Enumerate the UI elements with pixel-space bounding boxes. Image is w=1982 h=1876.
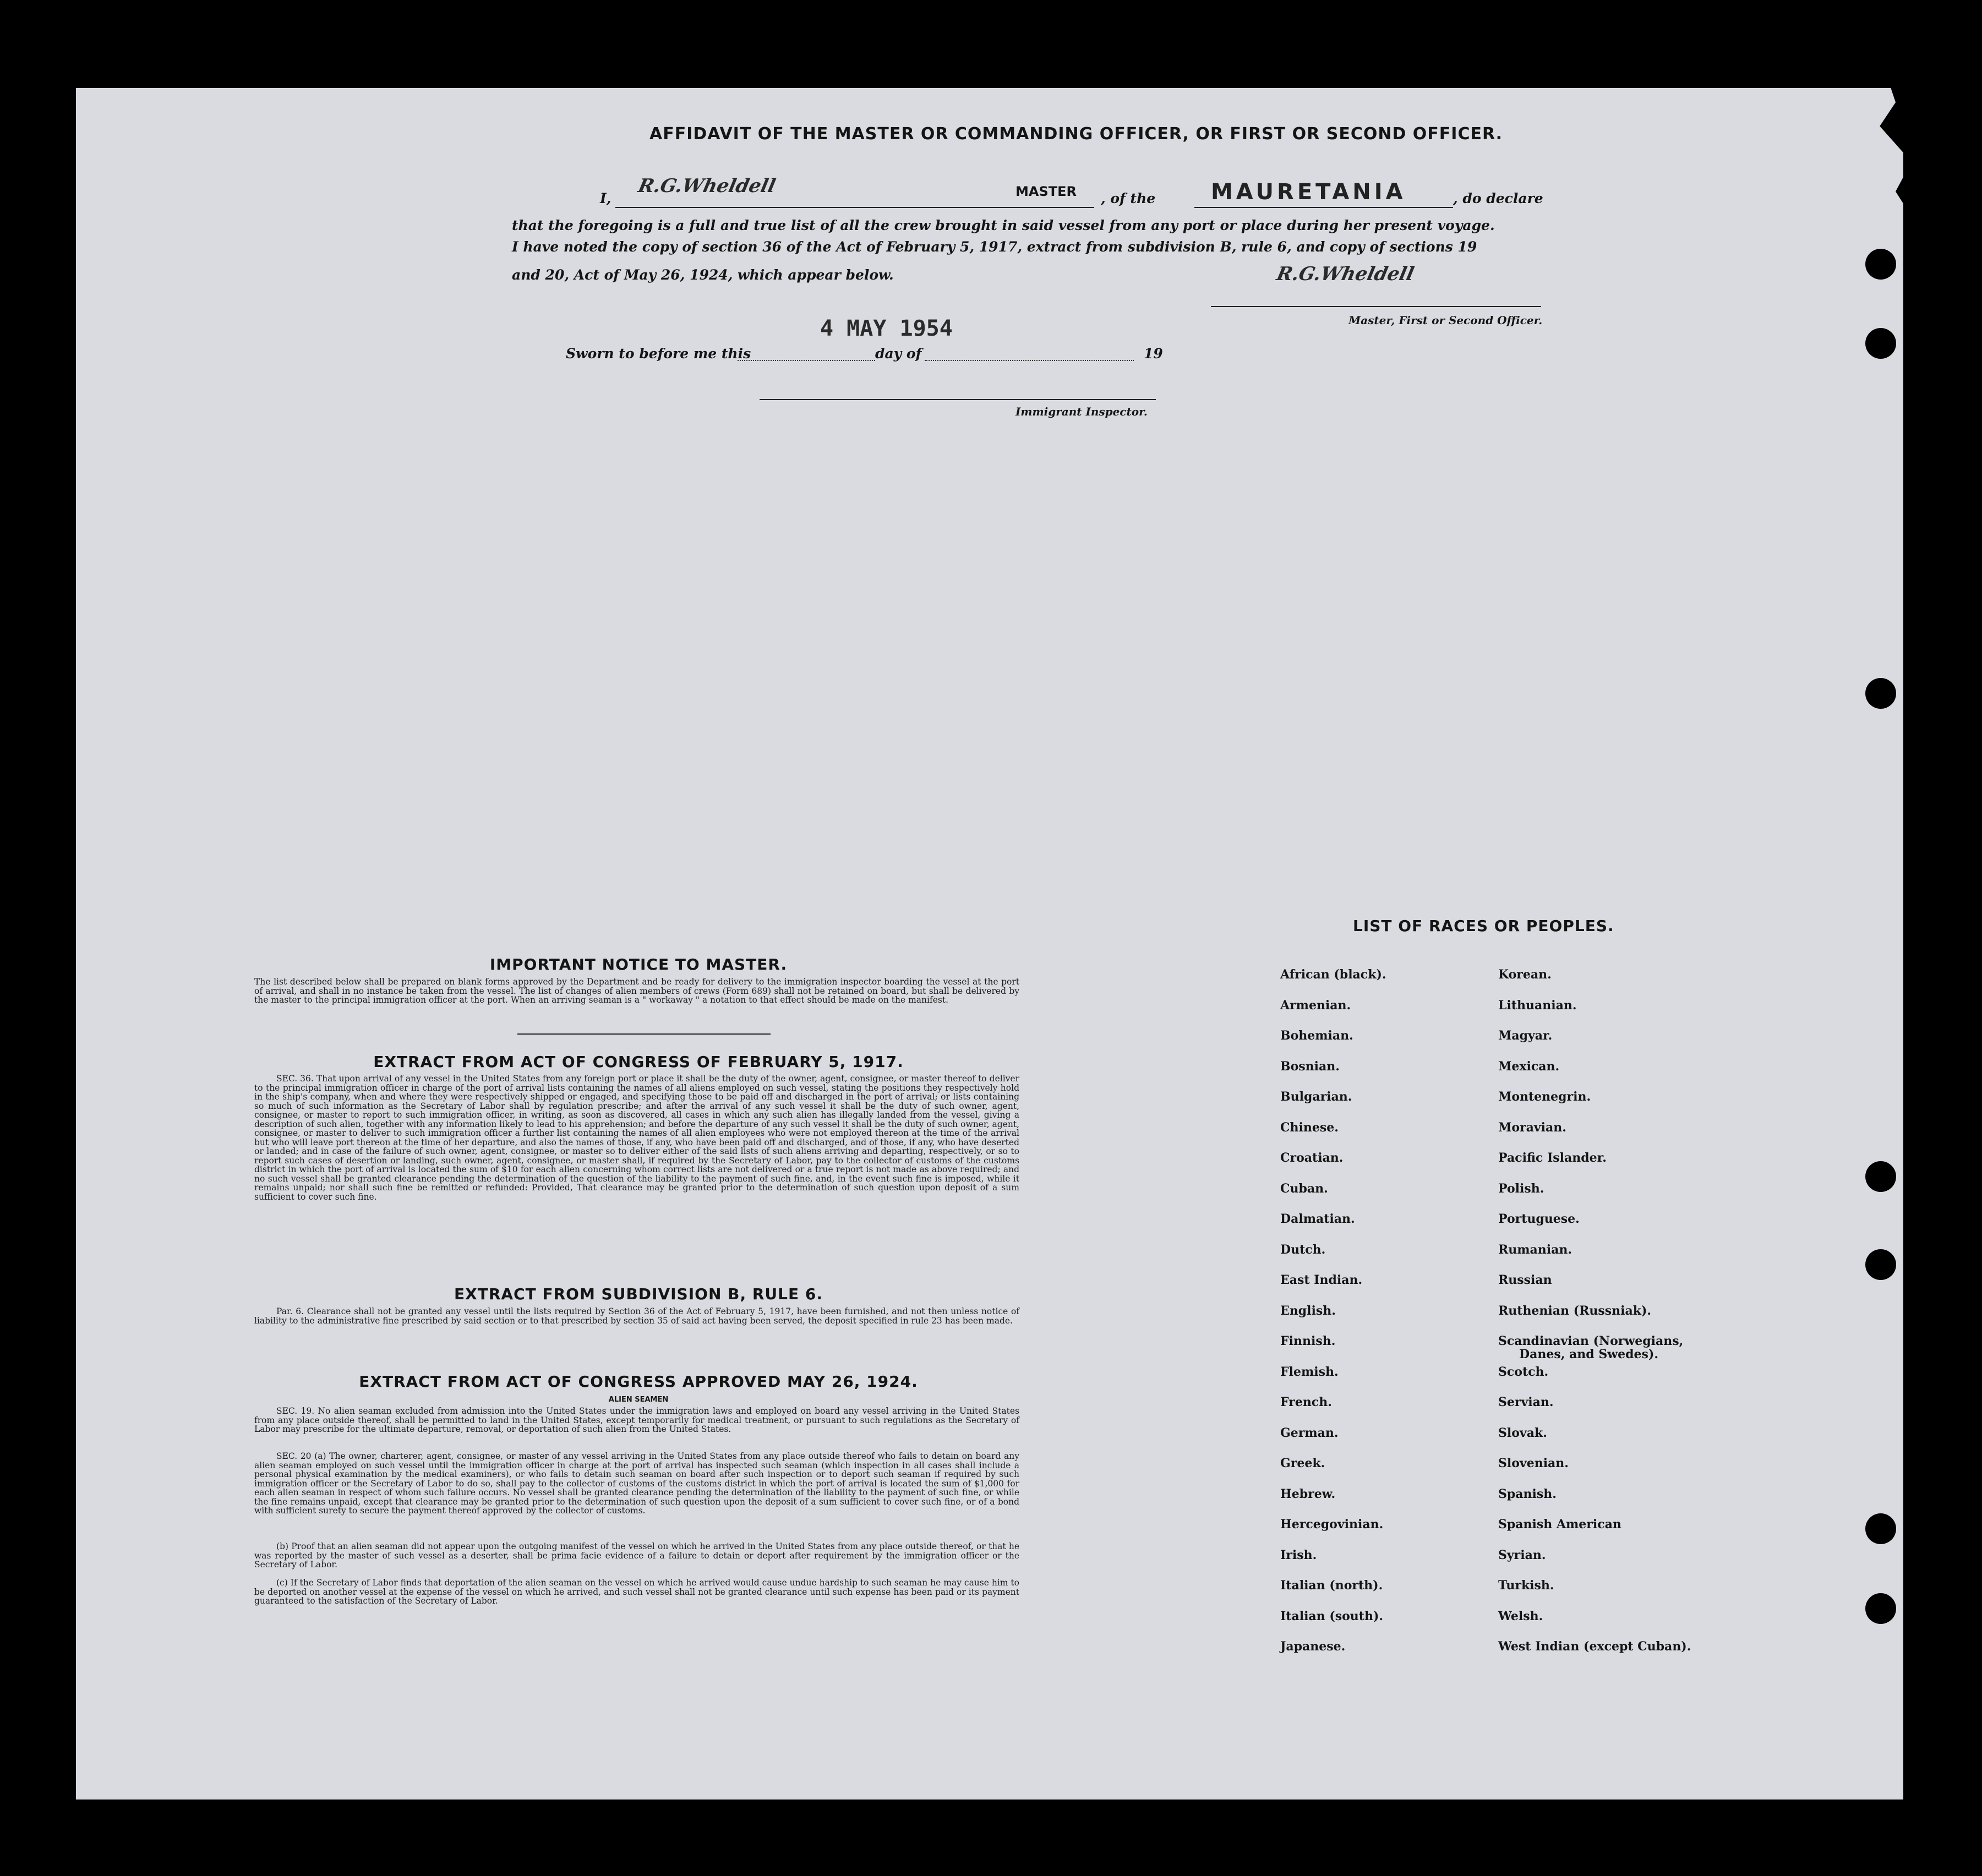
- race-item: Mexican.: [1498, 1059, 1560, 1074]
- master-signature: R.G.Wheldell: [636, 175, 778, 197]
- sworn-day-line: [738, 360, 875, 361]
- race-item: Turkish.: [1498, 1578, 1554, 1593]
- race-item: Bulgarian.: [1280, 1090, 1352, 1104]
- notice-divider: [517, 1033, 771, 1035]
- race-item: English.: [1280, 1303, 1336, 1318]
- race-item: Spanish American: [1498, 1517, 1621, 1532]
- race-item: Slovenian.: [1498, 1456, 1569, 1470]
- race-item: Russian: [1498, 1273, 1552, 1287]
- race-item: Servian.: [1498, 1395, 1554, 1409]
- sworn-day-label: day of: [875, 346, 922, 362]
- sworn-prefix: Sworn to before me this: [566, 346, 751, 362]
- race-item: Moravian.: [1498, 1120, 1566, 1135]
- race-item: Syrian.: [1498, 1547, 1546, 1562]
- race-item: Rumanian.: [1498, 1242, 1573, 1257]
- race-item: Spanish.: [1498, 1486, 1557, 1501]
- vessel-line: [1194, 207, 1453, 208]
- inspector-title: Immigrant Inspector.: [1015, 405, 1148, 418]
- race-item: Dalmatian.: [1280, 1212, 1355, 1226]
- race-item: Welsh.: [1498, 1609, 1543, 1623]
- race-item: French.: [1280, 1395, 1332, 1409]
- date-stamp: 4 MAY 1954: [820, 316, 953, 341]
- affidavit-line-3: I have noted the copy of section 36 of the Act of February 5, 1917, extract from subdivision B, rule 6, and copy of sections 19: [512, 239, 1477, 255]
- extract-1924-sec20b: (b) Proof that an alien seaman did not appear upon the outgoing manifest of the vessel on which he arrived in the United States from any place outside thereof, or that he was reported by the master of such vessel as a deserter, shall be prima facie evidence of a failure to detain or deport after requirement by the immigration officer or the Secretary of Labor.: [254, 1541, 1019, 1569]
- extract-1924-title: EXTRACT FROM ACT OF CONGRESS APPROVED MAY 26, 1924.: [359, 1372, 918, 1391]
- extract-1917-body: SEC. 36. That upon arrival of any vessel in the United States from any foreign port or place it shall be the duty of the owner, agent, consignee, or master thereof to deliver to the principal immigration officer in charge of the port of arrival lists containing the names of all aliens employed on such vessel, stating the positions they respectively hold in the ship's company, when and where they were respectively shipped or engaged, and specifying those to be paid off and discharged in the port of arrival; or lists containing so much of such information as the Secretary of Labor shall by regulation prescribe; and after the arrival of any such vessel it shall be the duty of such owner, agent, consignee, or master to report to such immigration officer, in writing, as soon as discovered, all cases in which any such alien has illegally landed from the vessel, giving a description of such alien, together with any information likely to lead to his apprehension; and before the departure of any such vessel it shall be the duty of such owner, agent, consignee, or master to deliver to such immigration officer a further list containing the names of all alien employees who were not employed thereon at the time of the arrival but who will leave port thereon at the time of her departure, and also the names of those, if any, who have been paid off and discharged, and of those, if any, who have deserted or landed; and in case of the failure of such owner, agent, consignee, or master so to deliver either of the said lists of such aliens arriving and departing, respectively, or so to report such cases of desertion or landing, such owner, agent, consignee, or master shall, if required by the Secretary of Labor, pay to the collector of customs of the customs district in which the port of arrival is located the sum of $10 for each alien concerning whom correct lists are not delivered or a true report is not made as above required; and no such vessel shall be granted clearance pending the determination of the question of the liability to the payment of such fine, and, in the event such fine is imposed, while it remains unpaid; nor shall such fine be remitted or refunded: Provided, That clearance may be granted prior to the determination of such question upon deposit of a sum sufficient to cover such fine.: [254, 1074, 1019, 1202]
- extract-1924-sec20a: SEC. 20 (a) The owner, charterer, agent, consignee, or master of any vessel arriving in the United States from any place outside thereof who fails to detain on board any alien seaman employed on such vessel until the immigration officer in charge at the port of arrival has inspected such seaman (which inspection in all cases shall include a personal physical examination by the medical examiners), or who fails to detain such seaman on board after such inspection or to deport such seaman if required by such immigration officer or the Secretary of Labor to do so, shall pay to the collector of customs of the customs district in which the port of arrival is located the sum of $1,000 for each alien seaman in respect of whom such failure occurs. No vessel shall be granted clearance pending the determination of the liability to the payment of such fine, or while the fine remains unpaid, except that clearance may be granted prior to the determination of such question upon the deposit of a sum sufficient to cover such fine, or of a bond with sufficient surety to secure the payment thereof approved by the collector of customs.: [254, 1451, 1019, 1516]
- race-item: Chinese.: [1280, 1120, 1339, 1135]
- extract-rule6-body: Par. 6. Clearance shall not be granted any vessel until the lists required by Section 36 of the Act of February 5, 1917, have been furnished, and not then unless notice of liability to the administrative fine prescribed by said section or to that prescribed by section 35 of said act having been served, the deposit specified in rule 23 has been made.: [254, 1306, 1019, 1326]
- race-item: Greek.: [1280, 1456, 1325, 1470]
- race-item: Dutch.: [1280, 1242, 1326, 1257]
- punch-hole: [1865, 1513, 1896, 1544]
- do-declare-label: , do declare: [1453, 190, 1543, 206]
- notice-body: The list described below shall be prepared on blank forms approved by the Department and be ready for delivery to the immigration inspector boarding the vessel at the port of arrival, and shall in no instance be taken from the vessel. The list of changes of alien members of crews (Form 689) shall not be retained on board, but shall be delivered by the master to the principal immigration officer at the port. When an arriving seaman is a " workaway " a notation to that effect should be made on the manifest.: [254, 977, 1019, 1005]
- affidavit-line-4: and 20, Act of May 26, 1924, which appear below.: [512, 267, 894, 283]
- race-item: Lithuanian.: [1498, 998, 1577, 1013]
- race-item: Korean.: [1498, 967, 1552, 982]
- race-item: West Indian (except Cuban).: [1498, 1639, 1691, 1654]
- race-item: African (black).: [1280, 967, 1386, 982]
- of-the-label: , of the: [1101, 190, 1156, 206]
- sworn-month-line: [925, 360, 1134, 361]
- extract-1924-sec20c: (c) If the Secretary of Labor finds that deportation of the alien seaman on the vessel on which he arrived would cause undue hardship to such seaman he may cause him to be deported on another vessel at the expense of the vessel on which he arrived, and such vessel shall not be granted clearance until such expense has been paid or its payment guaranteed to the satisfaction of the Secretary of Labor.: [254, 1578, 1019, 1606]
- sworn-year: 19: [1144, 346, 1163, 362]
- master-rank: MASTER: [1015, 184, 1077, 199]
- race-item: Montenegrin.: [1498, 1090, 1591, 1104]
- race-item: East Indian.: [1280, 1273, 1363, 1287]
- race-item: Italian (north).: [1280, 1578, 1383, 1593]
- extract-rule6-title: EXTRACT FROM SUBDIVISION B, RULE 6.: [454, 1285, 823, 1303]
- race-item: Bosnian.: [1280, 1059, 1340, 1074]
- punch-hole: [1865, 249, 1896, 280]
- inspector-signature-line: [760, 399, 1156, 400]
- punch-hole: [1865, 678, 1896, 709]
- vessel-name: MAURETANIA: [1211, 179, 1406, 205]
- affidavit-title: AFFIDAVIT OF THE MASTER OR COMMANDING OFFICER, OR FIRST OR SECOND OFFICER.: [649, 124, 1503, 144]
- race-item: Japanese.: [1280, 1639, 1346, 1654]
- race-item: Italian (south).: [1280, 1609, 1384, 1623]
- punch-hole: [1865, 1593, 1896, 1624]
- officer-signature: R.G.Wheldell: [1274, 263, 1416, 285]
- race-item: Scotch.: [1498, 1364, 1549, 1379]
- officer-signature-line: [1211, 306, 1541, 307]
- race-item: Scandinavian (Norwegians,: [1498, 1334, 1684, 1348]
- affidavit-line-2: that the foregoing is a full and true list of all the crew brought in said vessel from any port or place during her present voyage.: [512, 217, 1495, 233]
- punch-hole: [1865, 328, 1896, 359]
- race-item: Flemish.: [1280, 1364, 1339, 1379]
- race-item: Finnish.: [1280, 1334, 1336, 1348]
- race-item: Magyar.: [1498, 1029, 1553, 1043]
- race-item: Irish.: [1280, 1547, 1317, 1562]
- punch-hole: [1865, 1249, 1896, 1280]
- race-item: Croatian.: [1280, 1151, 1344, 1165]
- race-item: Danes, and Swedes).: [1519, 1347, 1658, 1361]
- signer-title: Master, First or Second Officer.: [1348, 314, 1543, 327]
- race-item: Bohemian.: [1280, 1029, 1353, 1043]
- signature-line: [615, 207, 1094, 208]
- punch-hole: [1865, 1161, 1896, 1192]
- race-item: Cuban.: [1280, 1181, 1328, 1196]
- race-item: Slovak.: [1498, 1425, 1547, 1440]
- race-item: German.: [1280, 1425, 1339, 1440]
- race-item: Pacific Islander.: [1498, 1151, 1607, 1165]
- race-item: Polish.: [1498, 1181, 1544, 1196]
- race-item: Armenian.: [1280, 998, 1351, 1013]
- races-title: LIST OF RACES OR PEOPLES.: [1353, 917, 1614, 935]
- race-item: Hercegovinian.: [1280, 1517, 1384, 1532]
- affidavit-i-label: I,: [600, 190, 611, 206]
- extract-1924-sec19: SEC. 19. No alien seaman excluded from admission into the United States under the immigration laws and employed on board any vessel arriving in the United States from any place outside thereof, shall be permitted to land in the United States, except temporarily for medical treatment, or pursuant to such regulations as the Secretary of Labor may prescribe for the ultimate departure, removal, or deportation of such alien from the United States.: [254, 1406, 1019, 1434]
- notice-title: IMPORTANT NOTICE TO MASTER.: [489, 955, 788, 973]
- race-item: Hebrew.: [1280, 1486, 1336, 1501]
- race-item: Portuguese.: [1498, 1212, 1580, 1226]
- extract-1917-title: EXTRACT FROM ACT OF CONGRESS OF FEBRUARY 5, 1917.: [373, 1053, 904, 1071]
- race-item: Ruthenian (Russniak).: [1498, 1303, 1652, 1318]
- extract-1924-subtitle: ALIEN SEAMEN: [608, 1396, 669, 1404]
